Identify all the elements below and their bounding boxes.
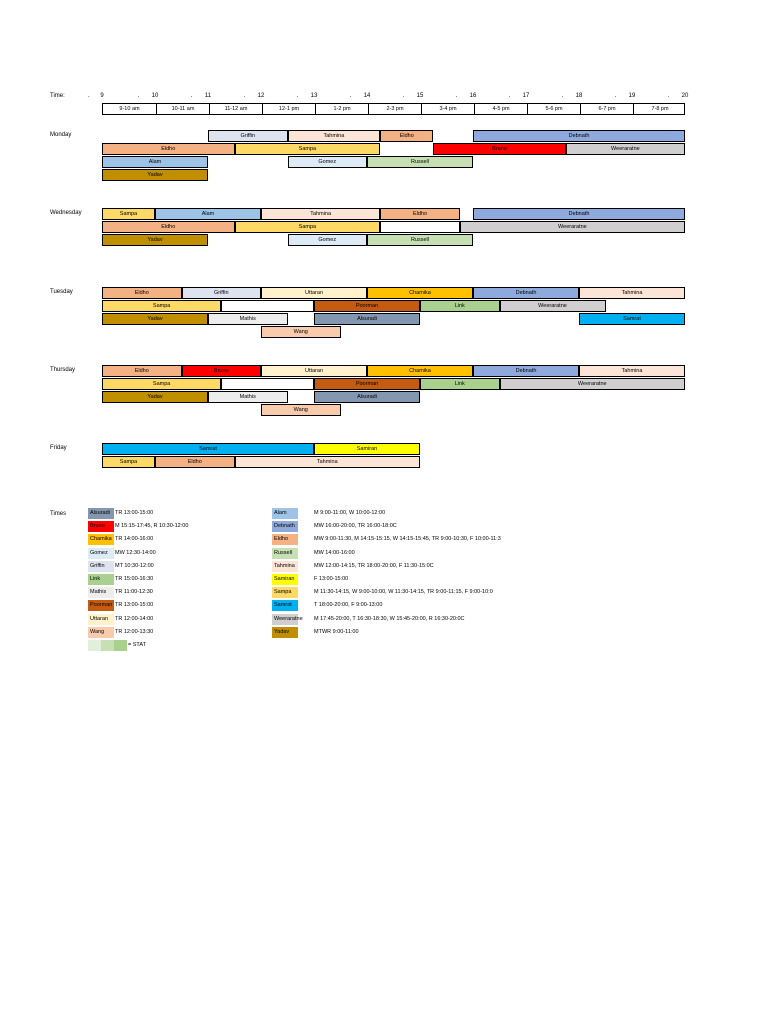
time-label: Time: xyxy=(50,93,65,99)
legend-swatch-tahmina: Tahmina xyxy=(272,561,298,572)
schedule-block-mathis[interactable]: Mathis xyxy=(208,391,288,403)
schedule-block-bruno[interactable]: Bruno xyxy=(433,143,566,155)
tick-dot: . xyxy=(243,93,246,99)
tick-18: 18 xyxy=(575,93,583,99)
legend-time-eldho: MW 9:00-11:30, M 14:15-15:15, W 14:15-15:45, TR 9:00-10:30, F 10:00-11:3 xyxy=(314,536,501,543)
hour-cell-10-11-am: 10-11 am xyxy=(156,104,209,114)
schedule-block-poorman[interactable]: Poorman xyxy=(314,378,420,390)
schedule-block-sampa[interactable]: Sampa xyxy=(235,221,381,233)
legend-time-yadav: MTWR 9:00-11:00 xyxy=(314,628,359,635)
hour-cell-6-7-pm: 6-7 pm xyxy=(580,104,633,114)
legend-swatch-wang: Wang xyxy=(88,627,114,638)
schedule-block-alam[interactable]: Alam xyxy=(155,208,261,220)
legend-swatch-griffin: Griffin xyxy=(88,561,114,572)
schedule-block-tahmina[interactable]: Tahmina xyxy=(261,208,380,220)
schedule-block-eldho[interactable]: Eldho xyxy=(155,456,235,468)
schedule-block-alsuradi[interactable]: Alsuradi xyxy=(314,313,420,325)
tick-dot: . xyxy=(614,93,617,99)
schedule-block-alsuradi[interactable]: Alsuradi xyxy=(314,391,420,403)
schedule-block-alam[interactable]: Alam xyxy=(102,156,208,168)
legend-time-tahmina: MW 12:00-14:15, TR 18:00-20:00, F 11:30-15:0C xyxy=(314,562,434,569)
schedule-block-weeraratne[interactable]: Weeraratne xyxy=(500,300,606,312)
tick-dot: . xyxy=(190,93,193,99)
schedule-block-tahmina[interactable]: Tahmina xyxy=(579,365,685,377)
tick-20: 20 xyxy=(681,93,689,99)
legend-time-wang: TR 12:00-13:30 xyxy=(115,628,154,635)
tick-dot: . xyxy=(296,93,299,99)
tick-10: 10 xyxy=(151,93,159,99)
legend-swatch-alsuradi: Alsuradi xyxy=(88,508,114,519)
legend-time-griffin: MT 10:30-12:00 xyxy=(115,562,154,569)
schedule-block-yadav[interactable]: Yadav xyxy=(102,391,208,403)
schedule-block-yadav[interactable]: Yadav xyxy=(102,313,208,325)
schedule-block-gomez[interactable]: Gomez xyxy=(288,156,368,168)
schedule-block-sampa[interactable]: Sampa xyxy=(102,300,221,312)
times-label: Times xyxy=(50,511,67,517)
tick-dot: . xyxy=(667,93,670,99)
day-label-friday: Friday xyxy=(50,445,67,451)
schedule-block-yadav[interactable]: Yadav xyxy=(102,169,208,181)
legend-time-samiran: F 13:00-15:00 xyxy=(314,576,349,582)
schedule-block-debnath[interactable]: Debnath xyxy=(473,208,685,220)
tick-13: 13 xyxy=(310,93,318,99)
hour-cell-4-5-pm: 4-5 pm xyxy=(474,104,527,114)
tick-dot: . xyxy=(402,93,405,99)
day-label-wednesday: Wednesday xyxy=(50,210,82,216)
schedule-block-sampa[interactable]: Sampa xyxy=(235,143,381,155)
hour-cell-3-4-pm: 3-4 pm xyxy=(421,104,474,114)
legend-swatch-alam: Alam xyxy=(272,508,298,519)
legend-time-debnath: MW 16:00-20:00, TR 16:00-18:0C xyxy=(314,523,397,530)
hour-cell-7-8-pm: 7-8 pm xyxy=(633,104,686,114)
schedule-block-debnath[interactable]: Debnath xyxy=(473,365,579,377)
tick-9: 9 xyxy=(100,93,104,99)
tick-dot: . xyxy=(455,93,458,99)
schedule-block-white[interactable] xyxy=(221,300,314,312)
tick-14: 14 xyxy=(363,93,371,99)
tick-19: 19 xyxy=(628,93,636,99)
schedule-block-chamika[interactable]: Chamika xyxy=(367,365,473,377)
stat-swatch xyxy=(101,640,114,651)
schedule-block-russell[interactable]: Russell xyxy=(367,156,473,168)
legend-swatch-samiran: Samiran xyxy=(272,574,298,585)
schedule-block-samiran[interactable]: Samiran xyxy=(314,443,420,455)
schedule-block-link[interactable]: Link xyxy=(420,378,500,390)
schedule-block-tahmina[interactable]: Tahmina xyxy=(579,287,685,299)
legend-swatch-sampa: Sampa xyxy=(272,587,298,598)
schedule-block-gomez[interactable]: Gomez xyxy=(288,234,368,246)
schedule-block-mathis[interactable]: Mathis xyxy=(208,313,288,325)
legend-time-uttaran: TR 12:00-14:00 xyxy=(115,615,154,622)
tick-dot: . xyxy=(561,93,564,99)
legend-swatch-eldho: Eldho xyxy=(272,534,298,545)
legend-time-bruno: M 15:15-17:45, R 10:30-12:00 xyxy=(115,523,189,530)
time-dot: . xyxy=(88,93,90,99)
schedule-block-link[interactable]: Link xyxy=(420,300,500,312)
legend-swatch-link: Link xyxy=(88,574,114,585)
tick-11: 11 xyxy=(204,93,212,99)
tick-dot: . xyxy=(508,93,511,99)
hour-cell-12-1-pm: 12-1 pm xyxy=(262,104,315,114)
tick-17: 17 xyxy=(522,93,530,99)
schedule-block-white[interactable] xyxy=(380,221,460,233)
schedule-block-sampa[interactable]: Sampa xyxy=(102,378,221,390)
schedule-block-sampa[interactable]: Sampa xyxy=(102,208,155,220)
schedule-block-debnath[interactable]: Debnath xyxy=(473,287,579,299)
hour-cell-2-3-pm: 2-3 pm xyxy=(368,104,421,114)
schedule-block-eldho[interactable]: Eldho xyxy=(102,221,235,233)
schedule-block-griffin[interactable]: Griffin xyxy=(208,130,288,142)
schedule-block-samrat[interactable]: Samrat xyxy=(579,313,685,325)
stat-swatch xyxy=(114,640,127,651)
schedule-block-weeraratne[interactable]: Weeraratne xyxy=(500,378,686,390)
legend-swatch-debnath: Debnath xyxy=(272,521,298,532)
schedule-block-eldho[interactable]: Eldho xyxy=(102,143,235,155)
schedule-block-wang[interactable]: Wang xyxy=(261,404,341,416)
legend-time-chamika: TR 14:00-16:00 xyxy=(115,536,154,543)
day-label-monday: Monday xyxy=(50,132,72,138)
legend-time-samrat: T 18:00-20:00, F 9:00-13:00 xyxy=(314,602,383,609)
day-label-tuesday: Tuesday xyxy=(50,289,73,295)
legend-swatch-yadav: Yadav xyxy=(272,627,298,638)
schedule-block-eldho[interactable]: Eldho xyxy=(102,365,182,377)
legend-swatch-uttaran: Uttaran xyxy=(88,614,114,625)
schedule-block-uttaran[interactable]: Uttaran xyxy=(261,287,367,299)
hour-cell-9-10-am: 9-10 am xyxy=(119,106,140,112)
schedule-block-griffin[interactable]: Griffin xyxy=(182,287,262,299)
legend-swatch-bruno: Bruno xyxy=(88,521,114,532)
tick-16: 16 xyxy=(469,93,477,99)
schedule-block-eldho[interactable]: Eldho xyxy=(380,130,433,142)
legend-swatch-samrat: Samrat xyxy=(272,600,298,611)
schedule-block-eldho[interactable]: Eldho xyxy=(380,208,460,220)
schedule-block-weeraratne[interactable]: Weeraratne xyxy=(566,143,685,155)
stat-label: = STAT xyxy=(128,642,146,648)
schedule-block-bruno[interactable]: Bruno xyxy=(182,365,262,377)
schedule-block-samrat[interactable]: Samrat xyxy=(102,443,314,455)
stat-swatch xyxy=(88,640,101,651)
legend-swatch-weeraratne: Weeraratne xyxy=(272,614,298,625)
schedule-block-uttaran[interactable]: Uttaran xyxy=(261,365,367,377)
schedule-block-poorman[interactable]: Poorman xyxy=(314,300,420,312)
tick-12: 12 xyxy=(257,93,265,99)
tick-dot: . xyxy=(349,93,352,99)
schedule-block-white[interactable] xyxy=(221,378,314,390)
legend-swatch-mathis: Mathis xyxy=(88,587,114,598)
schedule-block-tahmina[interactable]: Tahmina xyxy=(288,130,381,142)
legend-time-alsuradi: TR 13:00-15:00 xyxy=(115,510,154,516)
schedule-block-tahmina[interactable]: Tahmina xyxy=(235,456,421,468)
schedule-block-weeraratne[interactable]: Weeraratne xyxy=(460,221,685,233)
schedule-block-debnath[interactable]: Debnath xyxy=(473,130,685,142)
legend-swatch-chamika: Chamika xyxy=(88,534,114,545)
legend-time-link: TR 15:00-16:30 xyxy=(115,576,154,582)
day-label-thursday: Thursday xyxy=(50,367,76,373)
legend-time-weeraratne: M 17:45-20:00, T 16:30-18:30, W 15:45-20:00, R 16:30-20:0C xyxy=(314,615,465,622)
legend-swatch-poorman: Poorman xyxy=(88,600,114,611)
legend-time-sampa: M 11:30-14:15, W 9:00-10:00, W 11:30-14:15, TR 9:00-11:15, F 9:00-10:0 xyxy=(314,589,493,596)
schedule-block-yadav[interactable]: Yadav xyxy=(102,234,208,246)
legend-swatch-gomez: Gomez xyxy=(88,548,114,559)
schedule-block-wang[interactable]: Wang xyxy=(261,326,341,338)
legend-time-russell: MW 14:00-16:00 xyxy=(314,549,355,556)
tick-15: 15 xyxy=(416,93,424,99)
schedule-block-eldho[interactable]: Eldho xyxy=(102,287,182,299)
tick-dot: . xyxy=(137,93,140,99)
hour-cell-5-6-pm: 5-6 pm xyxy=(527,104,580,114)
legend-swatch-russell: Russell xyxy=(272,548,298,559)
legend-time-alam: M 9:00-11:00, W 10:00-12:00 xyxy=(314,510,386,516)
hour-header xyxy=(102,103,685,115)
legend-time-poorman: TR 13:00-15:00 xyxy=(115,602,154,609)
legend-time-mathis: TR 11:00-12:30 xyxy=(115,589,153,596)
hour-cell-1-2-pm: 1-2 pm xyxy=(315,104,368,114)
legend-time-gomez: MW 12:30-14:00 xyxy=(115,549,156,556)
schedule-block-russell[interactable]: Russell xyxy=(367,234,473,246)
schedule-block-sampa[interactable]: Sampa xyxy=(102,456,155,468)
hour-cell-11-12-am: 11-12 am xyxy=(209,104,262,114)
schedule-block-chamika[interactable]: Chamika xyxy=(367,287,473,299)
